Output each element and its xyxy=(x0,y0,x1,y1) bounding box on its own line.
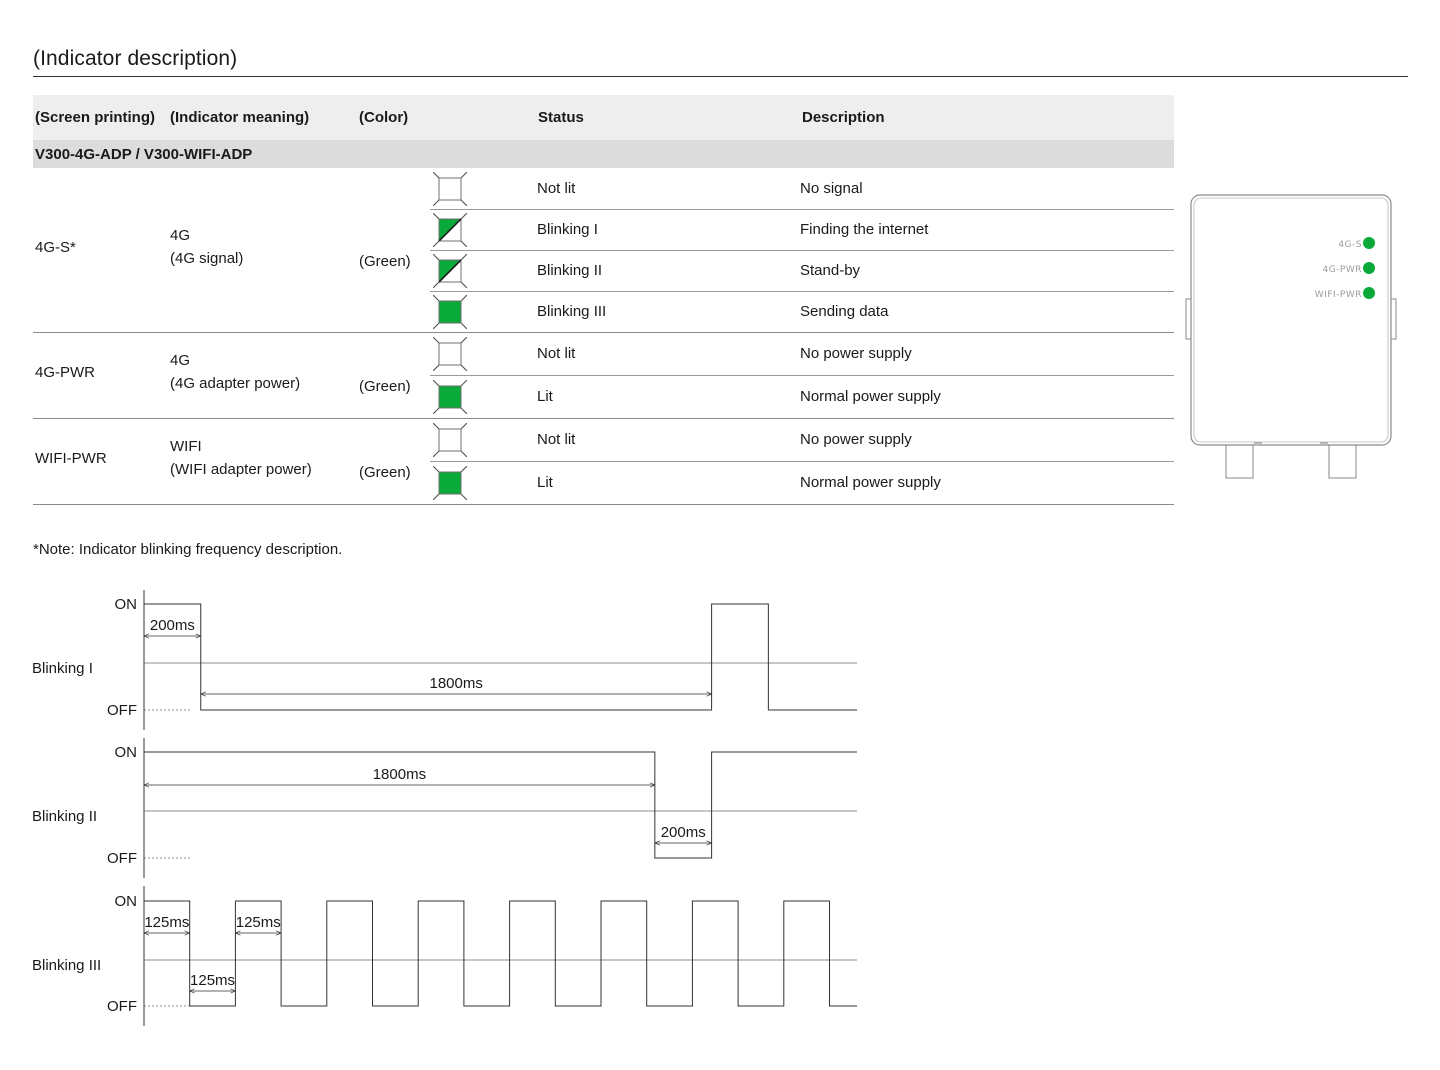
row-divider xyxy=(430,291,1174,292)
header-screen-printing: (Screen printing) xyxy=(35,109,156,126)
color-cell: (Green) xyxy=(359,253,411,270)
status-cell: Not lit xyxy=(537,344,576,362)
device-label-wifi-pwr: WIFI-PWR xyxy=(1314,290,1362,300)
led-off-icon xyxy=(433,423,467,457)
screen-printing-cell: WIFI-PWR xyxy=(35,450,107,467)
status-cell: Blinking I xyxy=(537,220,598,238)
description-cell: Stand-by xyxy=(800,261,861,279)
device-left-port xyxy=(1226,445,1253,478)
page-title: (Indicator description) xyxy=(33,47,238,70)
led-on-icon xyxy=(433,295,467,329)
status-cell: Not lit xyxy=(537,179,576,197)
led-on-icon xyxy=(433,380,467,414)
section-divider xyxy=(33,332,1174,333)
duration-label: 1800ms xyxy=(372,766,427,783)
device-body xyxy=(1191,195,1391,445)
color-cell: (Green) xyxy=(359,464,411,481)
led-off-icon xyxy=(433,337,467,371)
timing-diagrams xyxy=(0,580,870,1040)
header-color: (Color) xyxy=(359,109,409,126)
indicator-meaning-cell: 4G xyxy=(170,227,191,244)
description-cell: Normal power supply xyxy=(800,473,941,491)
row-divider xyxy=(430,461,1174,462)
device-label-4g-s: 4G-S xyxy=(1338,240,1362,250)
status-cell: Not lit xyxy=(537,430,576,448)
header-indicator-meaning: (Indicator meaning) xyxy=(170,109,310,126)
title-divider xyxy=(33,76,1408,77)
device-inner-edge xyxy=(1194,198,1388,442)
duration-label: 125ms xyxy=(144,914,190,931)
status-cell: Lit xyxy=(537,387,553,405)
indicator-meaning-detail: (WIFI adapter power) xyxy=(170,461,312,478)
status-cell: Blinking II xyxy=(537,261,603,279)
device-led-wifi-pwr xyxy=(1363,287,1375,299)
status-cell: Lit xyxy=(537,473,553,491)
on-level-label: ON xyxy=(114,744,137,761)
note-text: *Note: Indicator blinking frequency description. xyxy=(33,541,343,558)
off-level-label: OFF xyxy=(107,702,137,719)
screen-printing-cell: 4G-S* xyxy=(35,239,76,256)
on-level-label: ON xyxy=(114,893,137,910)
device-led-4g-s xyxy=(1363,237,1375,249)
description-cell: No power supply xyxy=(800,430,912,448)
header-description: Description xyxy=(802,109,885,126)
on-level-label: ON xyxy=(114,596,137,613)
indicator-meaning-detail: (4G signal) xyxy=(170,250,244,267)
device-right-port xyxy=(1329,445,1356,478)
led-half-icon xyxy=(433,254,467,288)
table-group-row xyxy=(33,140,1174,168)
duration-label: 125ms xyxy=(235,914,281,931)
description-cell: Finding the internet xyxy=(800,220,929,238)
screen-printing-cell: 4G-PWR xyxy=(35,364,95,381)
indicator-meaning-cell: 4G xyxy=(170,352,191,369)
device-left-clip xyxy=(1186,299,1191,339)
duration-label: 1800ms xyxy=(429,675,483,692)
device-illustration xyxy=(1184,193,1398,485)
description-cell: No power supply xyxy=(800,344,912,362)
duration-label: 200ms xyxy=(660,824,706,841)
indicator-meaning-cell: WIFI xyxy=(170,438,202,455)
description-cell: No signal xyxy=(800,179,863,197)
row-divider xyxy=(430,375,1174,376)
section-divider xyxy=(33,418,1174,419)
blink-mode-label: Blinking II xyxy=(32,808,98,825)
off-level-label: OFF xyxy=(107,998,137,1015)
device-label-4g-pwr: 4G-PWR xyxy=(1322,265,1362,275)
device-led-4g-pwr xyxy=(1363,262,1375,274)
blink-mode-label: Blinking I xyxy=(32,660,93,677)
table-header xyxy=(33,95,1174,140)
device-right-clip xyxy=(1391,299,1396,339)
led-on-icon xyxy=(433,466,467,500)
led-half-icon xyxy=(433,213,467,247)
duration-label: 200ms xyxy=(149,617,195,634)
group-title: V300-4G-ADP / V300-WIFI-ADP xyxy=(35,146,253,163)
off-level-label: OFF xyxy=(107,850,137,867)
description-cell: Normal power supply xyxy=(800,387,941,405)
description-cell: Sending data xyxy=(800,302,889,320)
row-divider xyxy=(430,209,1174,210)
led-off-icon xyxy=(433,172,467,206)
signal-waveform xyxy=(144,752,857,858)
status-cell: Blinking III xyxy=(537,302,607,320)
color-cell: (Green) xyxy=(359,378,411,395)
header-status: Status xyxy=(538,109,584,126)
duration-label: 125ms xyxy=(190,972,236,989)
indicator-meaning-detail: (4G adapter power) xyxy=(170,375,301,392)
section-divider xyxy=(33,504,1174,505)
row-divider xyxy=(430,250,1174,251)
blink-mode-label: Blinking III xyxy=(32,957,102,974)
